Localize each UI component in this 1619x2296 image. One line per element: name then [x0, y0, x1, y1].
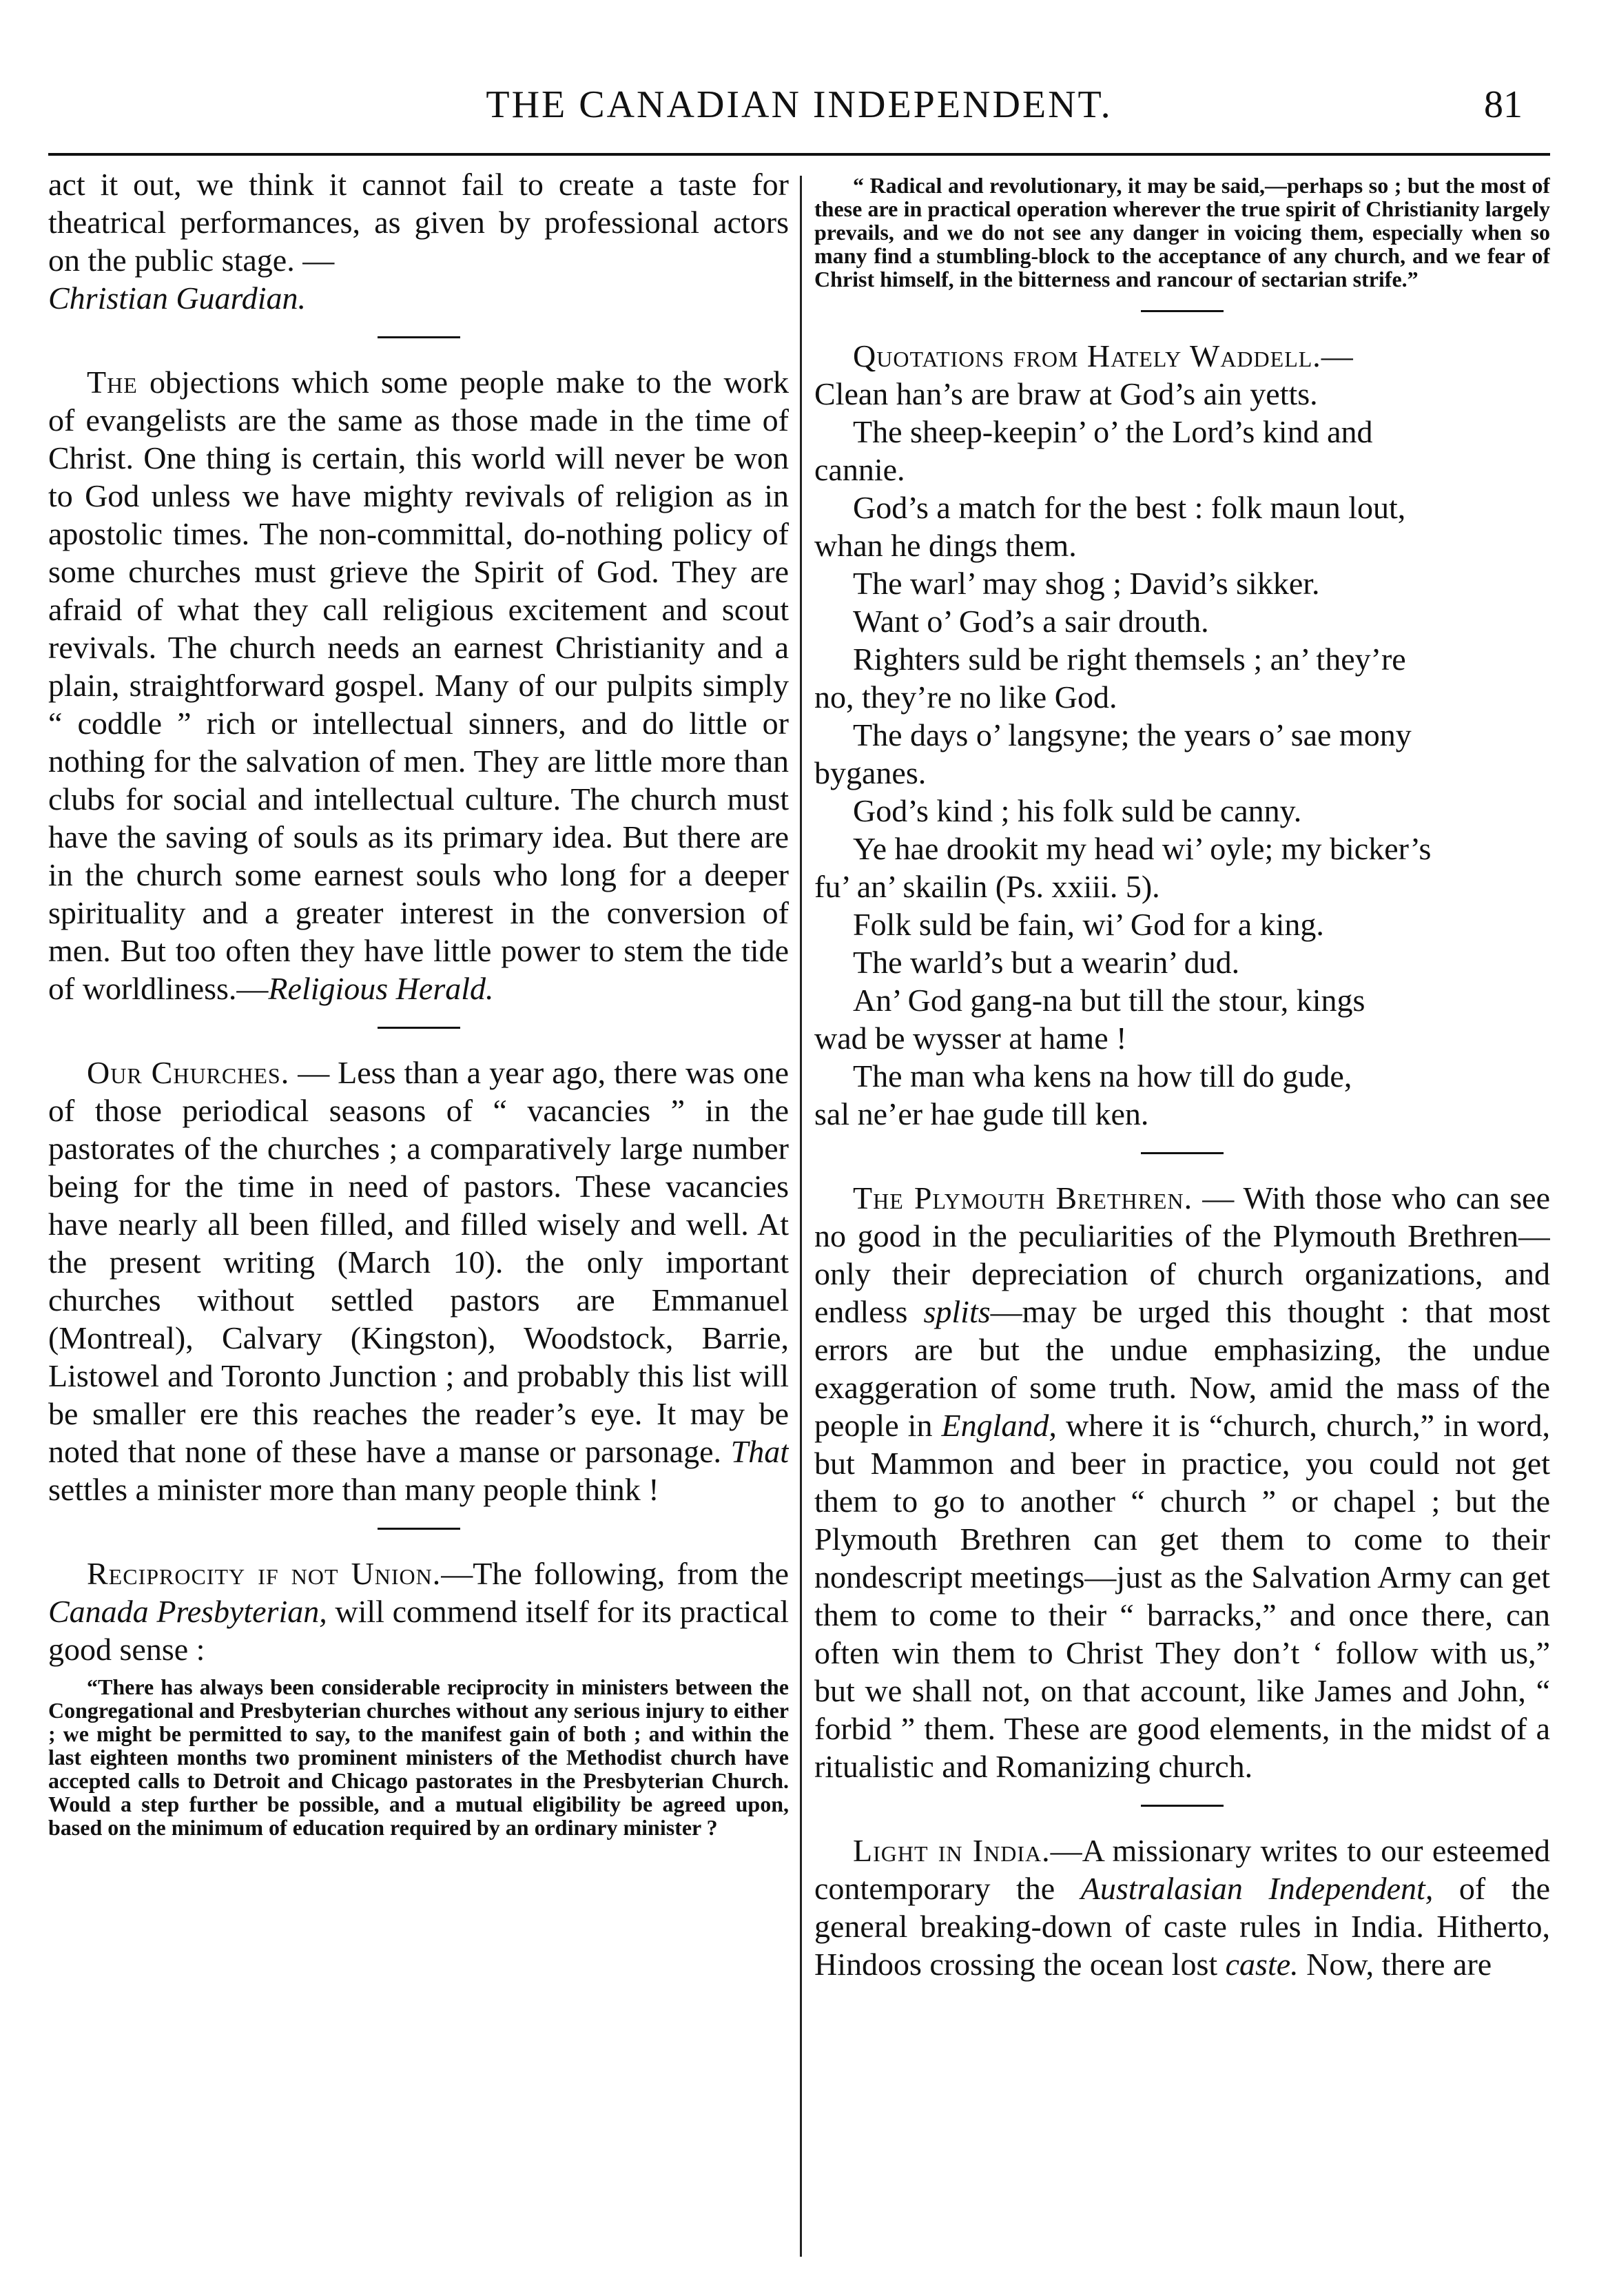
- waddell-quotation-line: God’s kind ; his folk suld be canny.: [853, 793, 1302, 828]
- evangelists-paragraph: [48, 363, 789, 1007]
- india-paragraph: [814, 1832, 1550, 1983]
- column-divider: [800, 176, 802, 2257]
- waddell-quotation-continuation: wad be wysser at hame !: [814, 1021, 1127, 1056]
- source-religious-herald: Religious Herald.: [268, 971, 494, 1006]
- waddell-quotation: [814, 716, 1550, 754]
- reciprocity-text-1: —The following, from the: [441, 1556, 789, 1591]
- right-column: [814, 165, 1550, 2274]
- evangelists-lead: The: [87, 365, 138, 400]
- waddell-quotations: [814, 413, 1550, 1133]
- section-divider: [1141, 310, 1224, 312]
- our-churches-paragraph: [48, 1054, 789, 1508]
- india-heading: Light in India.: [853, 1833, 1051, 1868]
- waddell-quotation-line: An’ God gang-na but till the stour, kings: [853, 983, 1365, 1018]
- india-text-1: —A missionary writes to our esteemed contemporary the: [814, 1833, 1550, 1906]
- our-churches-heading: Our Churches.: [87, 1055, 290, 1090]
- waddell-quotation: [814, 413, 1550, 451]
- plymouth-text-1: — With those who can see no good in the peculiarities of the Plymouth Brethren—only their depreciation of church organizations, and endless: [814, 1180, 1550, 1329]
- section-divider: [378, 1027, 460, 1029]
- source-christian-guardian: Christian Guardian.: [48, 280, 307, 316]
- section-divider: [1141, 1805, 1224, 1807]
- waddell-quotation-line: The warl’ may shog ; David’s sikker.: [853, 566, 1320, 601]
- india-text-2: of the general breaking-down of caste rules in India. Hitherto, Hindoos crossing the ocean lost: [814, 1871, 1550, 1982]
- section-divider: [378, 1528, 460, 1530]
- reciprocity-quote: “There has always been considerable reciprocity in ministers between the Congregational and Presbyterian churches without any serious injury to either ; we might be permitted to say, to the manifest gain of both ; and within the last eighteen months two prominent ministers of the Methodist church have accepted calls to Detroit and Chicago pastorates in the Presbyterian Church. Would a step further be possible, and a mutual eligibility be agreed upon, based on the minimum of education required by an ordinary minister ?: [48, 1674, 789, 1840]
- continuation-paragraph: [48, 165, 789, 317]
- plymouth-paragraph: [814, 1179, 1550, 1785]
- reciprocity-paragraph: [48, 1555, 789, 1668]
- waddell-quotation: [814, 981, 1550, 1019]
- publication-title: THE CANADIAN INDEPENDENT.: [486, 83, 1113, 126]
- plymouth-england: England,: [941, 1408, 1057, 1443]
- waddell-quotation: [814, 602, 1550, 640]
- waddell-quotation: [814, 905, 1550, 943]
- waddell-quotation: [814, 640, 1550, 678]
- quote-continued: “ Radical and revolutionary, it may be said,—perhaps so ; but the most of these are in practical operation wherever the true spirit of Christianity largely prevails, and we do not see any danger in voicing them, especially when so many find a stumbling-block to the acceptance of any church, and we fear of Christ himself, in the bitterness and rancour of sectarian strife.”: [814, 173, 1550, 291]
- waddell-quotation-continuation: byganes.: [814, 755, 927, 790]
- plymouth-text-2: —may be urged this thought : that most errors are but the undue emphasizing, the undue exaggeration of some truth. Now, amid the mass of the people in: [814, 1294, 1550, 1443]
- waddell-quotation: [814, 792, 1550, 830]
- waddell-quotation-continuation: whan he dings them.: [814, 528, 1077, 563]
- page-header: [48, 83, 1550, 145]
- waddell-quotation-continuation: cannie.: [814, 452, 905, 487]
- continuation-text: act it out, we think it cannot fail to create a taste for theatrical performances, as given by professional actors on the public stage. —: [48, 167, 789, 278]
- waddell-quotation-line: God’s a match for the best : folk maun lout,: [853, 490, 1406, 525]
- section-divider: [378, 336, 460, 338]
- reciprocity-heading: Reciprocity if not Union.: [87, 1556, 442, 1591]
- waddell-quotation-line: Want o’ God’s a sair drouth.: [853, 604, 1209, 639]
- waddell-quotation-line: Ye hae drookit my head wi’ oyle; my bicker’s: [853, 831, 1432, 866]
- plymouth-heading: The Plymouth Brethren.: [853, 1180, 1193, 1216]
- waddell-quotation: [814, 830, 1550, 868]
- india-caste: caste.: [1225, 1947, 1299, 1982]
- plymouth-splits: splits: [923, 1294, 991, 1329]
- left-column: [48, 165, 789, 2274]
- waddell-quotation-continuation: fu’ an’ skailin (Ps. xxiii. 5).: [814, 869, 1160, 904]
- our-churches-emphasis: That: [730, 1434, 789, 1469]
- evangelists-text: objections which some people make to the work of evangelists are the same as those made in the time of Christ. One thing is certain, this world will never be won to God unless we have mighty revivals of religion as in apostolic times. The non-committal, do-nothing policy of some churches must grieve the Spirit of God. They are afraid of what they call religious excitement and scout revivals. The church needs an earnest Christianity and a plain, straightforward gospel. Many of our pulpits simply “ coddle ” rich or intellectual sinners, and do little or nothing for the salvation of men. They are little more than clubs for social and intellectual culture. The church must have the saving of souls as its primary idea. But there are in the church some earnest souls who long for a deeper spirituality and a greater interest in the conversion of men. But too often they have little power to stem the tide of worldliness.—: [48, 365, 789, 1006]
- header-rule: [48, 153, 1550, 156]
- waddell-quotation-continuation: no, they’re no like God.: [814, 679, 1117, 715]
- our-churches-text-1: — Less than a year ago, there was one of those periodical seasons of “ vacancies ” in the pastorates of the churches ; a comparatively large number being for the time in need of pastors. These vacancies have nearly all been filled, and filled wisely and well. At the present writing (March 10). the only important churches without settled pastors are Emmanuel (Montreal), Calvary (Kingston), Woodstock, Barrie, Listowel and Toronto Junction ; and probably this list will be smaller ere this reaches the reader’s eye. It may be noted that none of these have a manse or parsonage.: [48, 1055, 789, 1469]
- reciprocity-publication: Canada Presbyterian,: [48, 1594, 327, 1629]
- waddell-quotation-line: Folk suld be fain, wi’ God for a king.: [853, 907, 1324, 942]
- india-text-3: Now, there are: [1298, 1947, 1492, 1982]
- india-publication: Australasian Independent,: [1080, 1871, 1434, 1906]
- waddell-quotation-line: The warld’s but a wearin’ dud.: [853, 945, 1240, 980]
- page-number: 81: [1484, 83, 1523, 126]
- waddell-quotation: [814, 489, 1550, 526]
- waddell-quotation-continuation: sal ne’er hae gude till ken.: [814, 1096, 1149, 1131]
- waddell-quotation-line: The man wha kens na how till do gude,: [853, 1058, 1352, 1094]
- waddell-first-line: Clean han’s are braw at God’s ain yetts.: [814, 376, 1318, 411]
- waddell-heading-paragraph: [814, 337, 1550, 375]
- waddell-quotation-line: The sheep-keepin’ o’ the Lord’s kind and: [853, 414, 1373, 449]
- section-divider: [1141, 1152, 1224, 1154]
- waddell-heading: Quotations from Hately Waddell.: [853, 338, 1321, 373]
- waddell-quotation: [814, 564, 1550, 602]
- waddell-quotation: [814, 1057, 1550, 1095]
- waddell-quotation-line: Righters suld be right themsels ; an’ they’re: [853, 642, 1406, 677]
- waddell-quotation-line: The days o’ langsyne; the years o’ sae mony: [853, 717, 1412, 752]
- waddell-dash: —: [1321, 338, 1353, 373]
- plymouth-text-3: where it is “church, church,” in word, but Mammon and beer in practice, you could not get them to go to another “ church ” or chapel ; but the Plymouth Brethren can get them to come to their nondescript meetings—just as the Salvation Army can get them to come to their “ barracks,” and once there, can often win them to Christ They don’t ‘ follow with us,” but we shall not, on that account, like James and John, “ forbid ” them. These are good elements, in the midst of a ritualistic and Romanizing church.: [814, 1408, 1550, 1784]
- reciprocity-text-2: will commend itself for its practical good sense :: [48, 1594, 789, 1667]
- our-churches-text-2: settles a minister more than many people think !: [48, 1472, 659, 1507]
- waddell-quotation: [814, 943, 1550, 981]
